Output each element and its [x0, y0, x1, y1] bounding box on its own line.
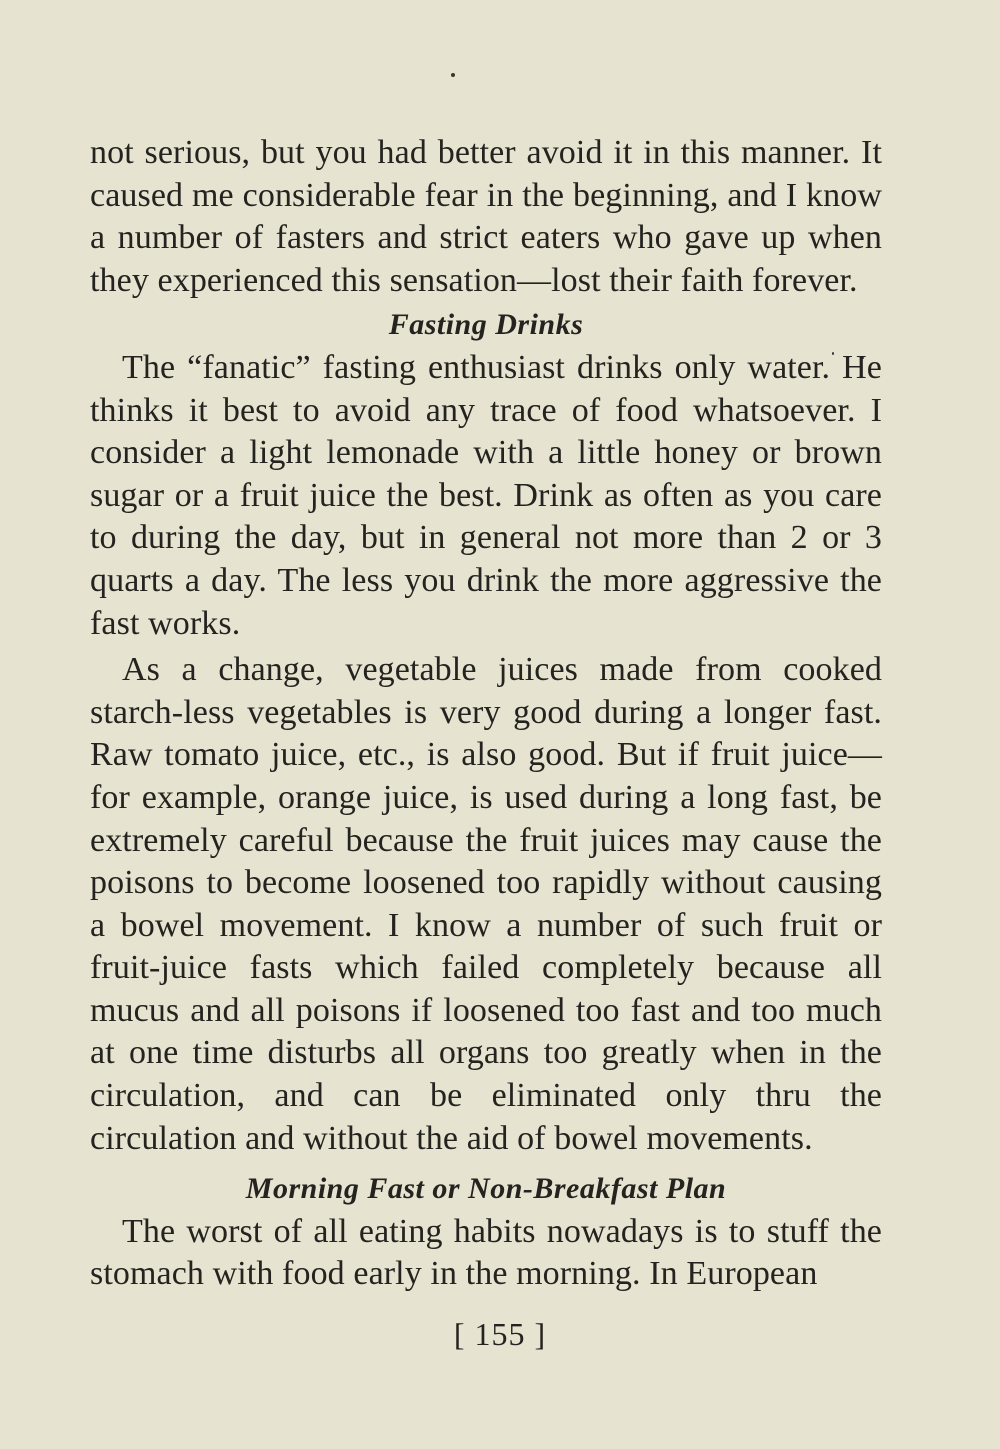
ink-speck [451, 73, 455, 77]
paragraph-continued: not serious, but you had better avoid it in this manner. It caused me considerable fear in the beginning, and I know a number of fasters and strict eaters who gave up when they experienced this sensation—lost their faith forever. [90, 134, 882, 299]
page-number: [ 155 ] [453, 1316, 547, 1352]
paragraph-morning-fast-1: The worst of all eating habits nowadays is to stuff the stomach with food early in the morning. In European [90, 1212, 882, 1293]
paragraph-fasting-drinks-1: The “fanatic” fasting enthusiast drinks only water. He thinks it best to avoid any trace of food whatsoever. I consider a light lemonade with a little honey or brown sugar or a fruit juice the best. Drink as often as you care to during the day, but in general not more than 2 or 3 quarts a day. The less you drink the more aggressive the fast works. [90, 348, 882, 642]
section-heading-morning-fast: Morning Fast or Non-Breakfast Plan [245, 1172, 727, 1206]
paragraph-fasting-drinks-2: As a change, vegetable juices made from cooked starch-less vegetables is very good during a longer fast. Raw tomato juice, etc., is also good. But if fruit juice—for example, orange juice, is used during a long fast, be extremely careful because the fruit juices may cause the poisons to become loosened too rapidly without causing a bowel movement. I know a number of such fruit or fruit-juice fasts which failed completely because all mucus and all poisons if loosened too fast and too much at one time disturbs all organs too greatly when in the circulation, and can be eliminated only thru the circulation and without the aid of bowel movements. [90, 651, 882, 1157]
section-heading-fasting-drinks: Fasting Drinks [388, 308, 584, 342]
page-body [90, 132, 882, 1296]
